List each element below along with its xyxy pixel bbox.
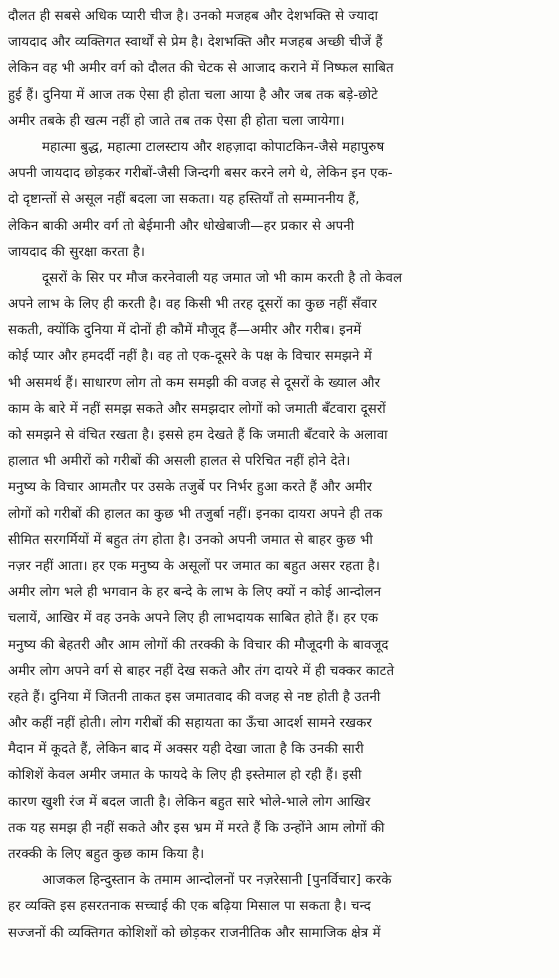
text-line: नज़र नहीं आता। हर एक मनुष्य के असूलों पर जमात का बहुत असर रहता है।: [8, 558, 381, 574]
text-line: दो दृष्टान्तों से असूल नहीं बदला जा सकता। यह हस्तियाँ तो सम्माननीय हैं,: [8, 192, 360, 208]
text-line: दूसरों के सिर पर मौज करनेवाली यह जमात जो भी काम करती है तो केवल: [42, 270, 403, 286]
text-line: हुई हैं। दुनिया में आज तक ऐसा ही होता चला आया है और जब तक बड़े-छोटे: [8, 87, 378, 103]
text-line: मनुष्य के विचार आमतौर पर उसके तजुर्बे पर निर्भर हुआ करते हैं और अमीर: [8, 480, 373, 496]
text-line: दौलत ही सबसे अधिक प्यारी चीज है। उनको मजहब और देशभक्ति से ज्यादा: [8, 9, 379, 24]
paragraph-2: [8, 135, 548, 266]
text-line: तरक्की के लिए बहुत कुछ काम किया है।: [8, 847, 205, 862]
text-line: को समझने से वंचित रखता है। इससे हम देखते हैं कि जमाती बँटवारे के अलावा: [8, 428, 388, 443]
text-line: और कहीं नहीं होती। लोग गरीबों की सहायता का ऊँचा आदर्श सामने रखकर: [8, 716, 372, 732]
text-line: भी असमर्थ हैं। साधारण लोग तो कम समझी की वजह से दूसरों के ख्याल और: [8, 375, 381, 391]
text-line: सकती, क्योंकि दुनिया में दोनों ही कौमें मौजूद हैं—अमीर और गरीब। इनमें: [8, 323, 362, 339]
text-line: तक यह समझ ही नहीं सकते और इस भ्रम में मरते हैं कि उन्होंने आम लोगों की: [8, 820, 385, 836]
text-line: अपनी जायदाद छोड़कर गरीबों-जैसी जिन्दगी बसर करने लगे थे, लेकिन इन एक-: [8, 166, 393, 182]
text-line: चलायें, आखिर में वह उनके अपने लिए ही लाभदायक साबित होते हैं। हर एक: [8, 611, 379, 627]
text-line: काम के बारे में नहीं समझ सकते और समझदार लोगों को जमाती बँटवारा दूसरों: [8, 401, 386, 417]
paragraph-1: [8, 4, 548, 135]
text-line: जायदाद और व्यक्तिगत स्वार्थों से प्रेम है। देशभक्ति और मजहब अच्छी चीजें हैं: [8, 35, 383, 51]
text-line: सीमित सरगर्मियों में बहुत तंग होता है। उनको अपनी जमात से बाहर कुछ भी: [8, 532, 373, 548]
text-line: अपने लाभ के लिए ही करती है। वह किसी भी तरह दूसरों का कुछ नहीं सँवार: [8, 297, 378, 313]
text-line: अमीर लोग भले ही भगवान के हर बन्दे के लाभ के लिए क्यों न कोई आन्दोलन: [8, 585, 382, 601]
text-line: मनुष्य की बेहतरी और आम लोगों की तरक्की के विचार की मौजूदगी के बावजूद: [8, 637, 389, 653]
text-line: सज्जनों की व्यक्तिगत कोशिशों को छोड़कर राजनीतिक और सामाजिक क्षेत्र में: [8, 925, 381, 941]
text-line: कोई प्यार और हमदर्दी नहीं है। वह तो एक-दूसरे के पक्ष के विचार समझने में: [8, 349, 372, 365]
text-line: मैदान में कूदते हैं, लेकिन बाद में अक्सर यही देखा जाता है कि उनकी सारी: [8, 742, 364, 758]
text-line: अमीर लोग अपने वर्ग से बाहर नहीं देख सकते और तंग दायरे में ही चक्कर काटते: [8, 663, 395, 679]
paragraph-4: [8, 868, 548, 947]
text-line: जायदाद की सुरक्षा करता है।: [8, 244, 146, 260]
paragraph-3: [8, 266, 548, 868]
text-line: रहते हैं। दुनिया में जितनी ताकत इस जमातवाद की वजह से नष्ट होती है उतनी: [8, 689, 381, 705]
text-line: कोशिशें केवल अमीर जमात के फायदे के लिए ही इस्तेमाल हो रही हैं। इसी: [8, 768, 362, 784]
text-line: लेकिन वह भी अमीर वर्ग को दौलत की चेटक से आजाद कराने में निष्फल साबित: [8, 61, 394, 77]
text-line: हालात भी अमीरों को गरीबों की असली हालत से परिचित नहीं होने देते।: [8, 454, 351, 470]
text-line: लेकिन बाकी अमीर वर्ग तो बेईमानी और धोखेबाजी—हर प्रकार से अपनी: [8, 218, 355, 234]
text-line: कारण खुशी रंज में बदल जाती है। लेकिन बहुत सारे भोले-भाले लोग आखिर: [8, 794, 371, 810]
text-line: महात्मा बुद्ध, महात्मा टालस्टाय और शहज़ादा कोपाटकिन-जैसे महापुरुष: [42, 139, 385, 155]
body-text: [8, 4, 548, 947]
text-line: हर व्यक्ति इस हसरतनाक सच्चाई की एक बढ़िया मिसाल पा सकता है। चन्द: [8, 899, 371, 915]
text-line: आजकल हिन्दुस्तान के तमाम आन्दोलनों पर नज़रेसानी [पुनर्विचार] करके: [42, 873, 392, 889]
text-line: अमीर तबके ही खत्म नहीं हो जाते तब तक ऐसा ही होता चला जायेगा।: [8, 113, 345, 129]
text-line: लोगों को गरीबों की हालत का कुछ भी तजुर्बा नहीं। इनका दायरा अपने ही तक: [8, 506, 383, 522]
